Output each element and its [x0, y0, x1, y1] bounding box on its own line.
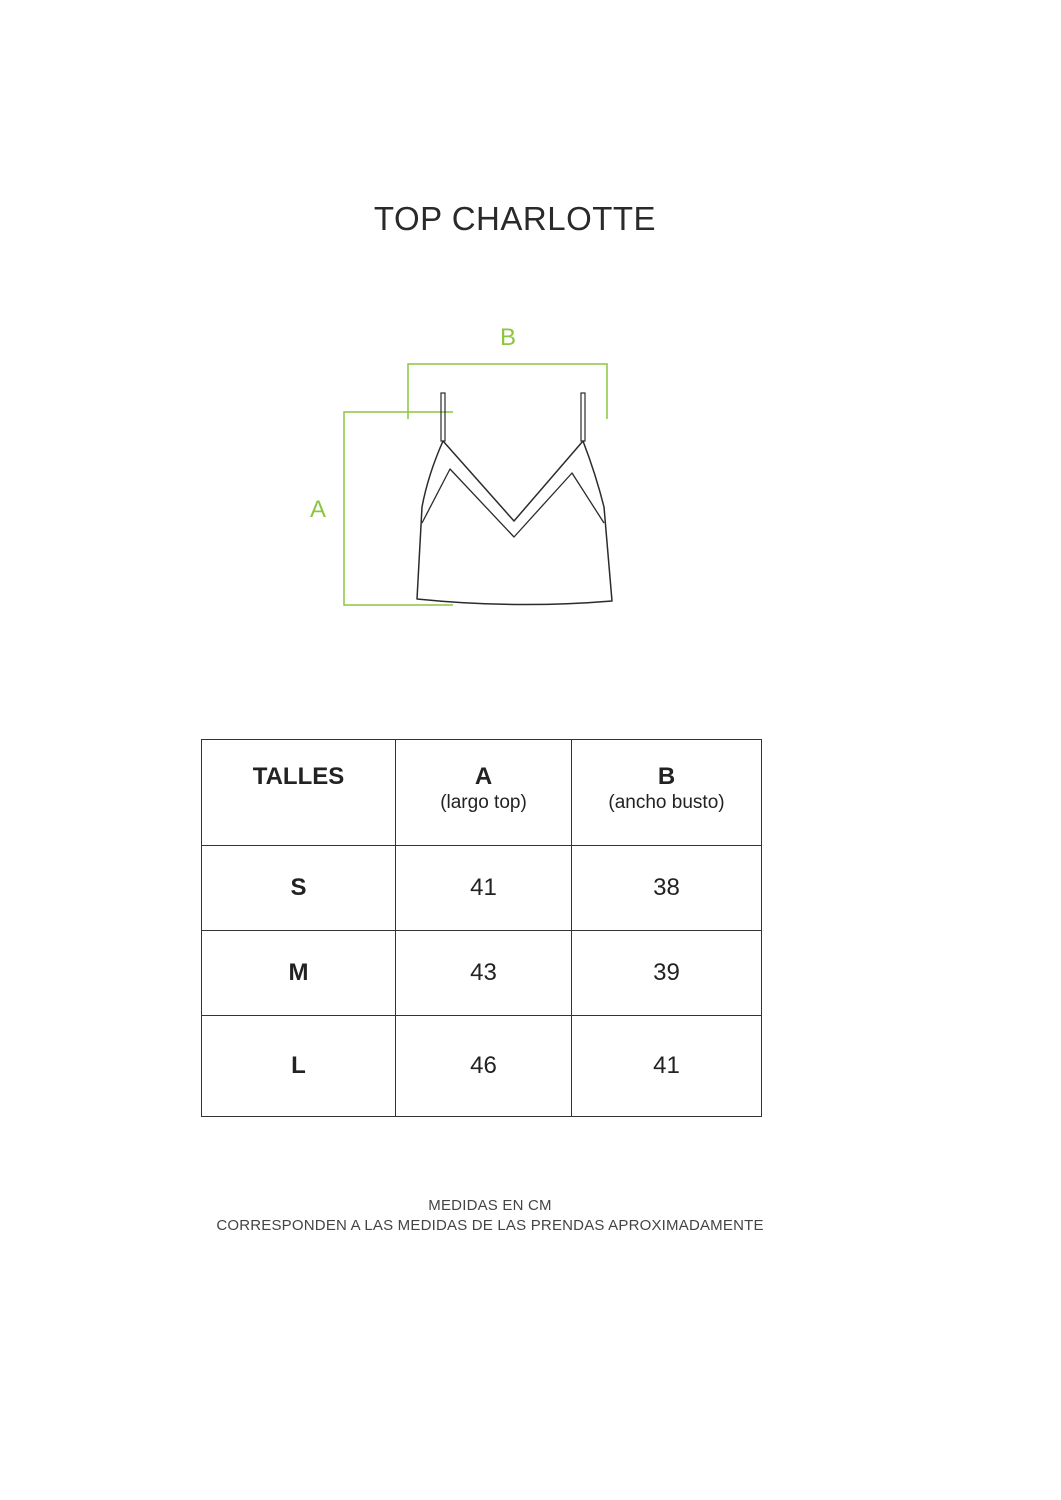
size-cell: S	[202, 846, 396, 931]
size-cell: L	[202, 1016, 396, 1117]
measure-b-cell: 41	[572, 1016, 762, 1117]
measure-b-cell: 39	[572, 931, 762, 1016]
footer-notes	[200, 1196, 780, 1236]
measure-a-cell: 46	[396, 1016, 572, 1117]
table-row	[202, 846, 762, 931]
header-b-sublabel: (ancho busto)	[608, 792, 725, 813]
right-strap	[581, 393, 585, 441]
left-strap	[441, 393, 445, 441]
size-cell: M	[202, 931, 396, 1016]
garment-diagram	[300, 315, 640, 615]
table-row	[202, 931, 762, 1016]
measure-b-cell: 38	[572, 846, 762, 931]
header-talles-label: TALLES	[252, 763, 345, 790]
top-sketch-svg	[300, 315, 640, 615]
table-row	[202, 1016, 762, 1117]
footer-units: MEDIDAS EN CM	[428, 1197, 552, 1214]
header-b-label: B	[657, 763, 676, 790]
footer-disclaimer: CORRESPONDEN A LAS MEDIDAS DE LAS PRENDAS APROXIMADAMENTE	[216, 1217, 764, 1234]
measure-a-cell: 43	[396, 931, 572, 1016]
measure-b-bracket	[408, 364, 607, 419]
header-b	[572, 740, 762, 846]
measure-a-bracket	[344, 412, 453, 605]
page-title: TOP CHARLOTTE	[373, 200, 657, 237]
header-a-sublabel: (largo top)	[440, 792, 527, 813]
header-a-label: A	[474, 763, 493, 790]
table-header-row	[202, 740, 762, 846]
header-a	[396, 740, 572, 846]
size-chart-table	[201, 739, 762, 1117]
top-body-outline	[417, 441, 612, 605]
label-b: B	[499, 324, 517, 351]
v-neck-trim	[422, 469, 604, 537]
label-a: A	[309, 496, 327, 523]
measure-a-cell: 41	[396, 846, 572, 931]
header-talles	[202, 740, 396, 846]
